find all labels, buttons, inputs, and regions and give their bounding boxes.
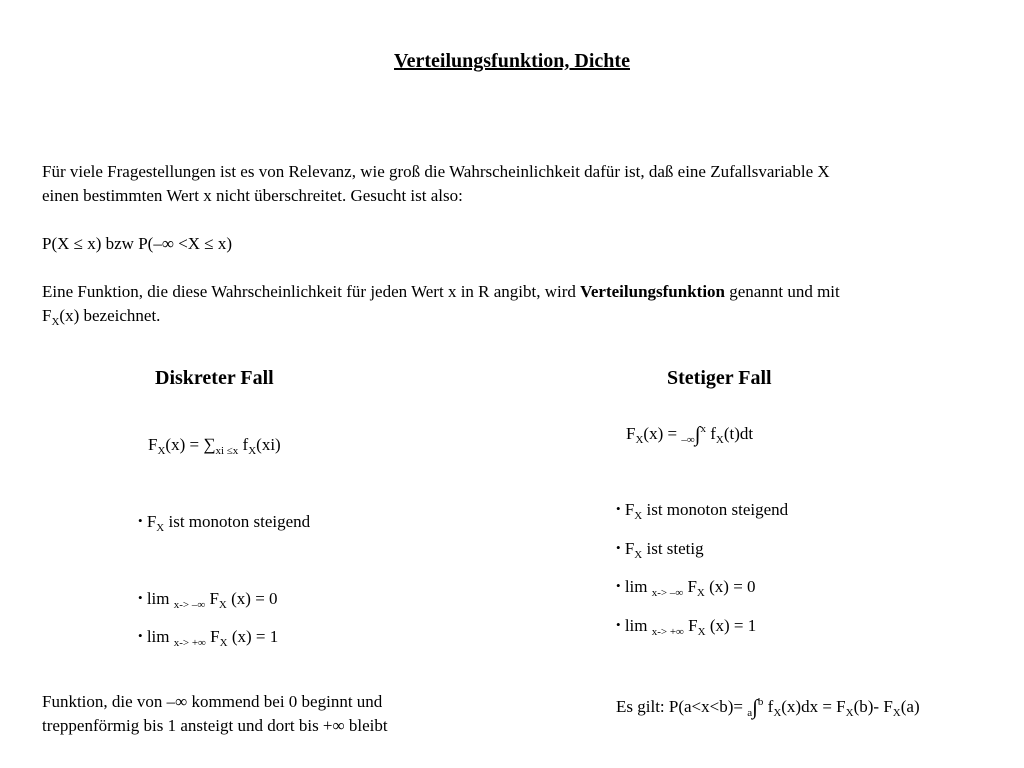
- prop-sub: X: [634, 549, 643, 561]
- lim-sub: x-> +∞: [651, 626, 684, 638]
- fx-symbol: F: [42, 306, 52, 325]
- es-gilt-text: (b)- F: [853, 697, 893, 716]
- page-title: Verteilungsfunktion, Dichte: [394, 50, 630, 72]
- formula-sub: X: [635, 434, 644, 446]
- prop-text: ist monoton steigend: [642, 500, 789, 519]
- continuous-prop-monoton: [616, 500, 788, 522]
- formula-f: F: [626, 424, 636, 443]
- prop-text: lim: [620, 577, 652, 596]
- definition-paragraph: [42, 280, 840, 334]
- integral-lower: –∞: [681, 434, 695, 446]
- integral-upper: x: [700, 423, 706, 435]
- continuous-prop-lim-pos: [616, 616, 756, 638]
- discrete-note: [42, 690, 388, 738]
- bullet-icon: •: [138, 590, 143, 605]
- formula-end: (xi): [256, 435, 281, 454]
- prop-text: lim: [620, 616, 652, 635]
- bullet-icon: •: [616, 540, 621, 555]
- intro-paragraph: [42, 160, 830, 208]
- bullet-icon: •: [138, 628, 143, 643]
- lim-sub: x-> +∞: [173, 637, 206, 649]
- integral-lower: a: [747, 707, 753, 719]
- discrete-prop-lim-neg: [138, 589, 278, 611]
- continuous-prop-stetig: [616, 539, 704, 561]
- prop-text: ist stetig: [642, 539, 704, 558]
- definition-text: Eine Funktion, die diese Wahrscheinlichkeit für jeden Wert x in R angibt, wird: [42, 282, 581, 301]
- prop-text: lim: [142, 589, 174, 608]
- discrete-note-line-2: treppenförmig bis 1 ansteigt und dort bis +∞ bleibt: [42, 716, 388, 735]
- definition-term: Verteilungsfunktion: [580, 282, 726, 301]
- formula-f: F: [148, 435, 158, 454]
- intro-line-2: einen bestimmten Wert x nicht überschreitet. Gesucht ist also:: [42, 186, 463, 205]
- definition-line-1: [42, 280, 840, 304]
- prop-text: F: [142, 512, 157, 531]
- formula-tail-sub: X: [715, 434, 724, 446]
- discrete-prop-lim-pos: [138, 627, 278, 649]
- formula-tail: f: [705, 424, 716, 443]
- formula-eq: (x) =: [643, 424, 682, 443]
- formula-tail-sub: X: [248, 445, 257, 457]
- discrete-prop-monoton: [138, 512, 310, 534]
- es-gilt-text: (a): [900, 697, 920, 716]
- integral-icon: ∫: [752, 695, 758, 719]
- discrete-note-line-1: Funktion, die von –∞ kommend bei 0 beginnt und: [42, 692, 383, 711]
- prop-sub: X: [696, 587, 705, 599]
- prop-text: F: [620, 500, 635, 519]
- definition-line-2: [42, 304, 840, 334]
- formula-end: (t)dt: [723, 424, 754, 443]
- formula-sub: X: [157, 445, 166, 457]
- prop-sub: X: [697, 626, 706, 638]
- formula-tail: f: [238, 435, 249, 454]
- prop-text: (x) = 1: [227, 627, 279, 646]
- sum-index: xi ≤x: [215, 445, 239, 457]
- prop-text: lim: [142, 627, 174, 646]
- prop-text: F: [683, 577, 697, 596]
- prop-text: ist monoton steigend: [164, 512, 311, 531]
- prop-text: F: [620, 539, 635, 558]
- prop-text: F: [205, 589, 219, 608]
- prop-sub: X: [218, 599, 227, 611]
- prop-sub: X: [634, 510, 643, 522]
- es-gilt-sub: X: [845, 707, 854, 719]
- prop-text: (x) = 0: [704, 577, 756, 596]
- lim-sub: x-> –∞: [173, 599, 206, 611]
- definition-text-tail: (x) bezeichnet.: [59, 306, 161, 325]
- prop-sub: X: [156, 522, 165, 534]
- bullet-icon: •: [616, 617, 621, 632]
- definition-text-end: genannt und mit: [725, 282, 840, 301]
- continuous-es-gilt: [616, 695, 920, 720]
- integral-icon: ∫: [694, 422, 701, 446]
- es-gilt-sub: X: [892, 707, 901, 719]
- intro-line-1: Für viele Fragestellungen ist es von Relevanz, wie groß die Wahrscheinlichkeit dafür ist, daß eine Zufallsvariable X: [42, 162, 830, 181]
- integral-upper: b: [757, 696, 764, 708]
- bullet-icon: •: [616, 501, 621, 516]
- continuous-heading: Stetiger Fall: [667, 367, 772, 389]
- continuous-formula: [626, 422, 753, 447]
- lim-sub: x-> –∞: [651, 587, 684, 599]
- es-gilt-text: (x)dx = F: [781, 697, 846, 716]
- es-gilt-text: Es gilt: P(a<x<b)=: [616, 697, 748, 716]
- prop-text: F: [683, 616, 698, 635]
- probability-expression: P(X ≤ x) bzw P(–∞ <X ≤ x): [42, 234, 233, 253]
- prop-text: F: [205, 627, 220, 646]
- continuous-prop-lim-neg: [616, 577, 756, 599]
- formula-sum: (x) = ∑: [165, 435, 216, 454]
- fx-subscript: X: [51, 316, 60, 328]
- prop-text: (x) = 0: [226, 589, 278, 608]
- prop-text: (x) = 1: [705, 616, 757, 635]
- bullet-icon: •: [138, 513, 143, 528]
- es-gilt-text: f: [763, 697, 774, 716]
- bullet-icon: •: [616, 578, 621, 593]
- discrete-heading: Diskreter Fall: [155, 367, 274, 389]
- prop-sub: X: [219, 637, 228, 649]
- discrete-formula: [148, 435, 281, 457]
- es-gilt-sub: X: [773, 707, 782, 719]
